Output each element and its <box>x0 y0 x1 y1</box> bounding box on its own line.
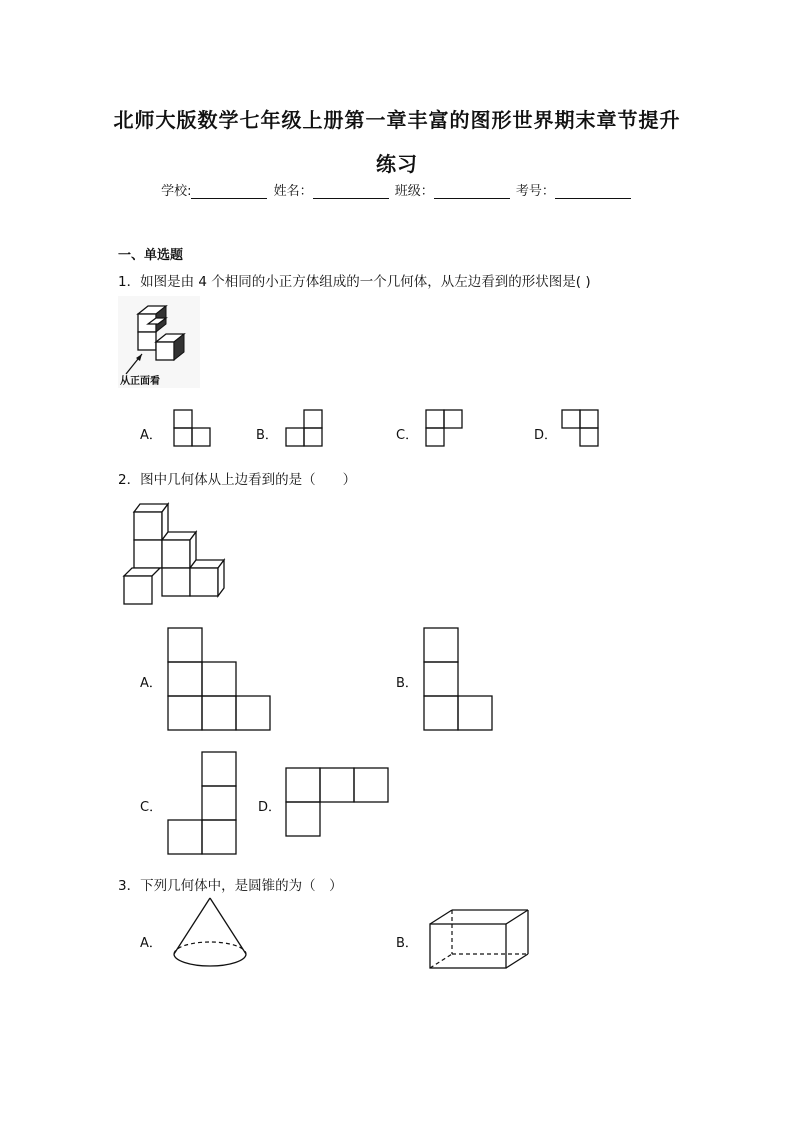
school-label: 学校: <box>161 184 192 199</box>
q2-option-a-label[interactable]: A． <box>140 676 162 691</box>
q2-option-b-figure[interactable] <box>422 626 496 734</box>
page-title-line2: 练习 <box>376 152 418 176</box>
school-blank[interactable] <box>191 184 267 199</box>
q2-cube-figure <box>120 498 232 610</box>
q1-option-a-label[interactable]: A． <box>140 428 162 443</box>
q3-option-b-label[interactable]: B． <box>396 936 418 951</box>
q1-option-c-figure[interactable] <box>424 408 464 448</box>
page-title: 北师大版数学七年级上册第一章丰富的图形世界期末章节提升 <box>113 108 681 132</box>
name-label: 姓名： <box>273 184 313 199</box>
class-label: 班级： <box>394 184 434 199</box>
question-2-text: 2．图中几何体从上边看到的是（ ） <box>118 472 357 488</box>
q1-option-d-figure[interactable] <box>560 408 600 448</box>
q1-option-b-label[interactable]: B． <box>256 428 278 443</box>
q1-cube-figure <box>118 296 200 388</box>
class-blank[interactable] <box>434 184 510 199</box>
student-info-line <box>0 180 794 199</box>
q1-option-d-label[interactable]: D． <box>534 428 558 443</box>
q3-option-a-cone[interactable] <box>168 896 252 974</box>
name-blank[interactable] <box>313 184 389 199</box>
exam-number-label: 考号： <box>515 184 555 199</box>
q1-caption: 从正面看 <box>120 376 160 387</box>
q3-option-b-cuboid[interactable] <box>428 908 532 972</box>
q2-option-b-label[interactable]: B． <box>396 676 418 691</box>
q1-option-a-figure[interactable] <box>172 408 212 448</box>
section-title: 一、单选题 <box>118 248 184 263</box>
q2-option-d-figure[interactable] <box>284 766 392 840</box>
q2-option-c-label[interactable]: C． <box>140 800 163 815</box>
q1-option-c-label[interactable]: C． <box>396 428 419 443</box>
question-3-text: 3．下列几何体中，是圆锥的为（ ） <box>118 878 343 894</box>
q2-option-d-label[interactable]: D． <box>258 800 282 815</box>
q3-option-a-label[interactable]: A． <box>140 936 162 951</box>
exam-number-blank[interactable] <box>555 184 631 199</box>
q2-option-a-figure[interactable] <box>166 626 274 734</box>
q2-option-c-figure[interactable] <box>166 750 240 858</box>
q1-option-b-figure[interactable] <box>284 408 324 448</box>
question-1-text: 1．如图是由 4 个相同的小正方体组成的一个几何体，从左边看到的形状图是( ) <box>118 274 591 290</box>
